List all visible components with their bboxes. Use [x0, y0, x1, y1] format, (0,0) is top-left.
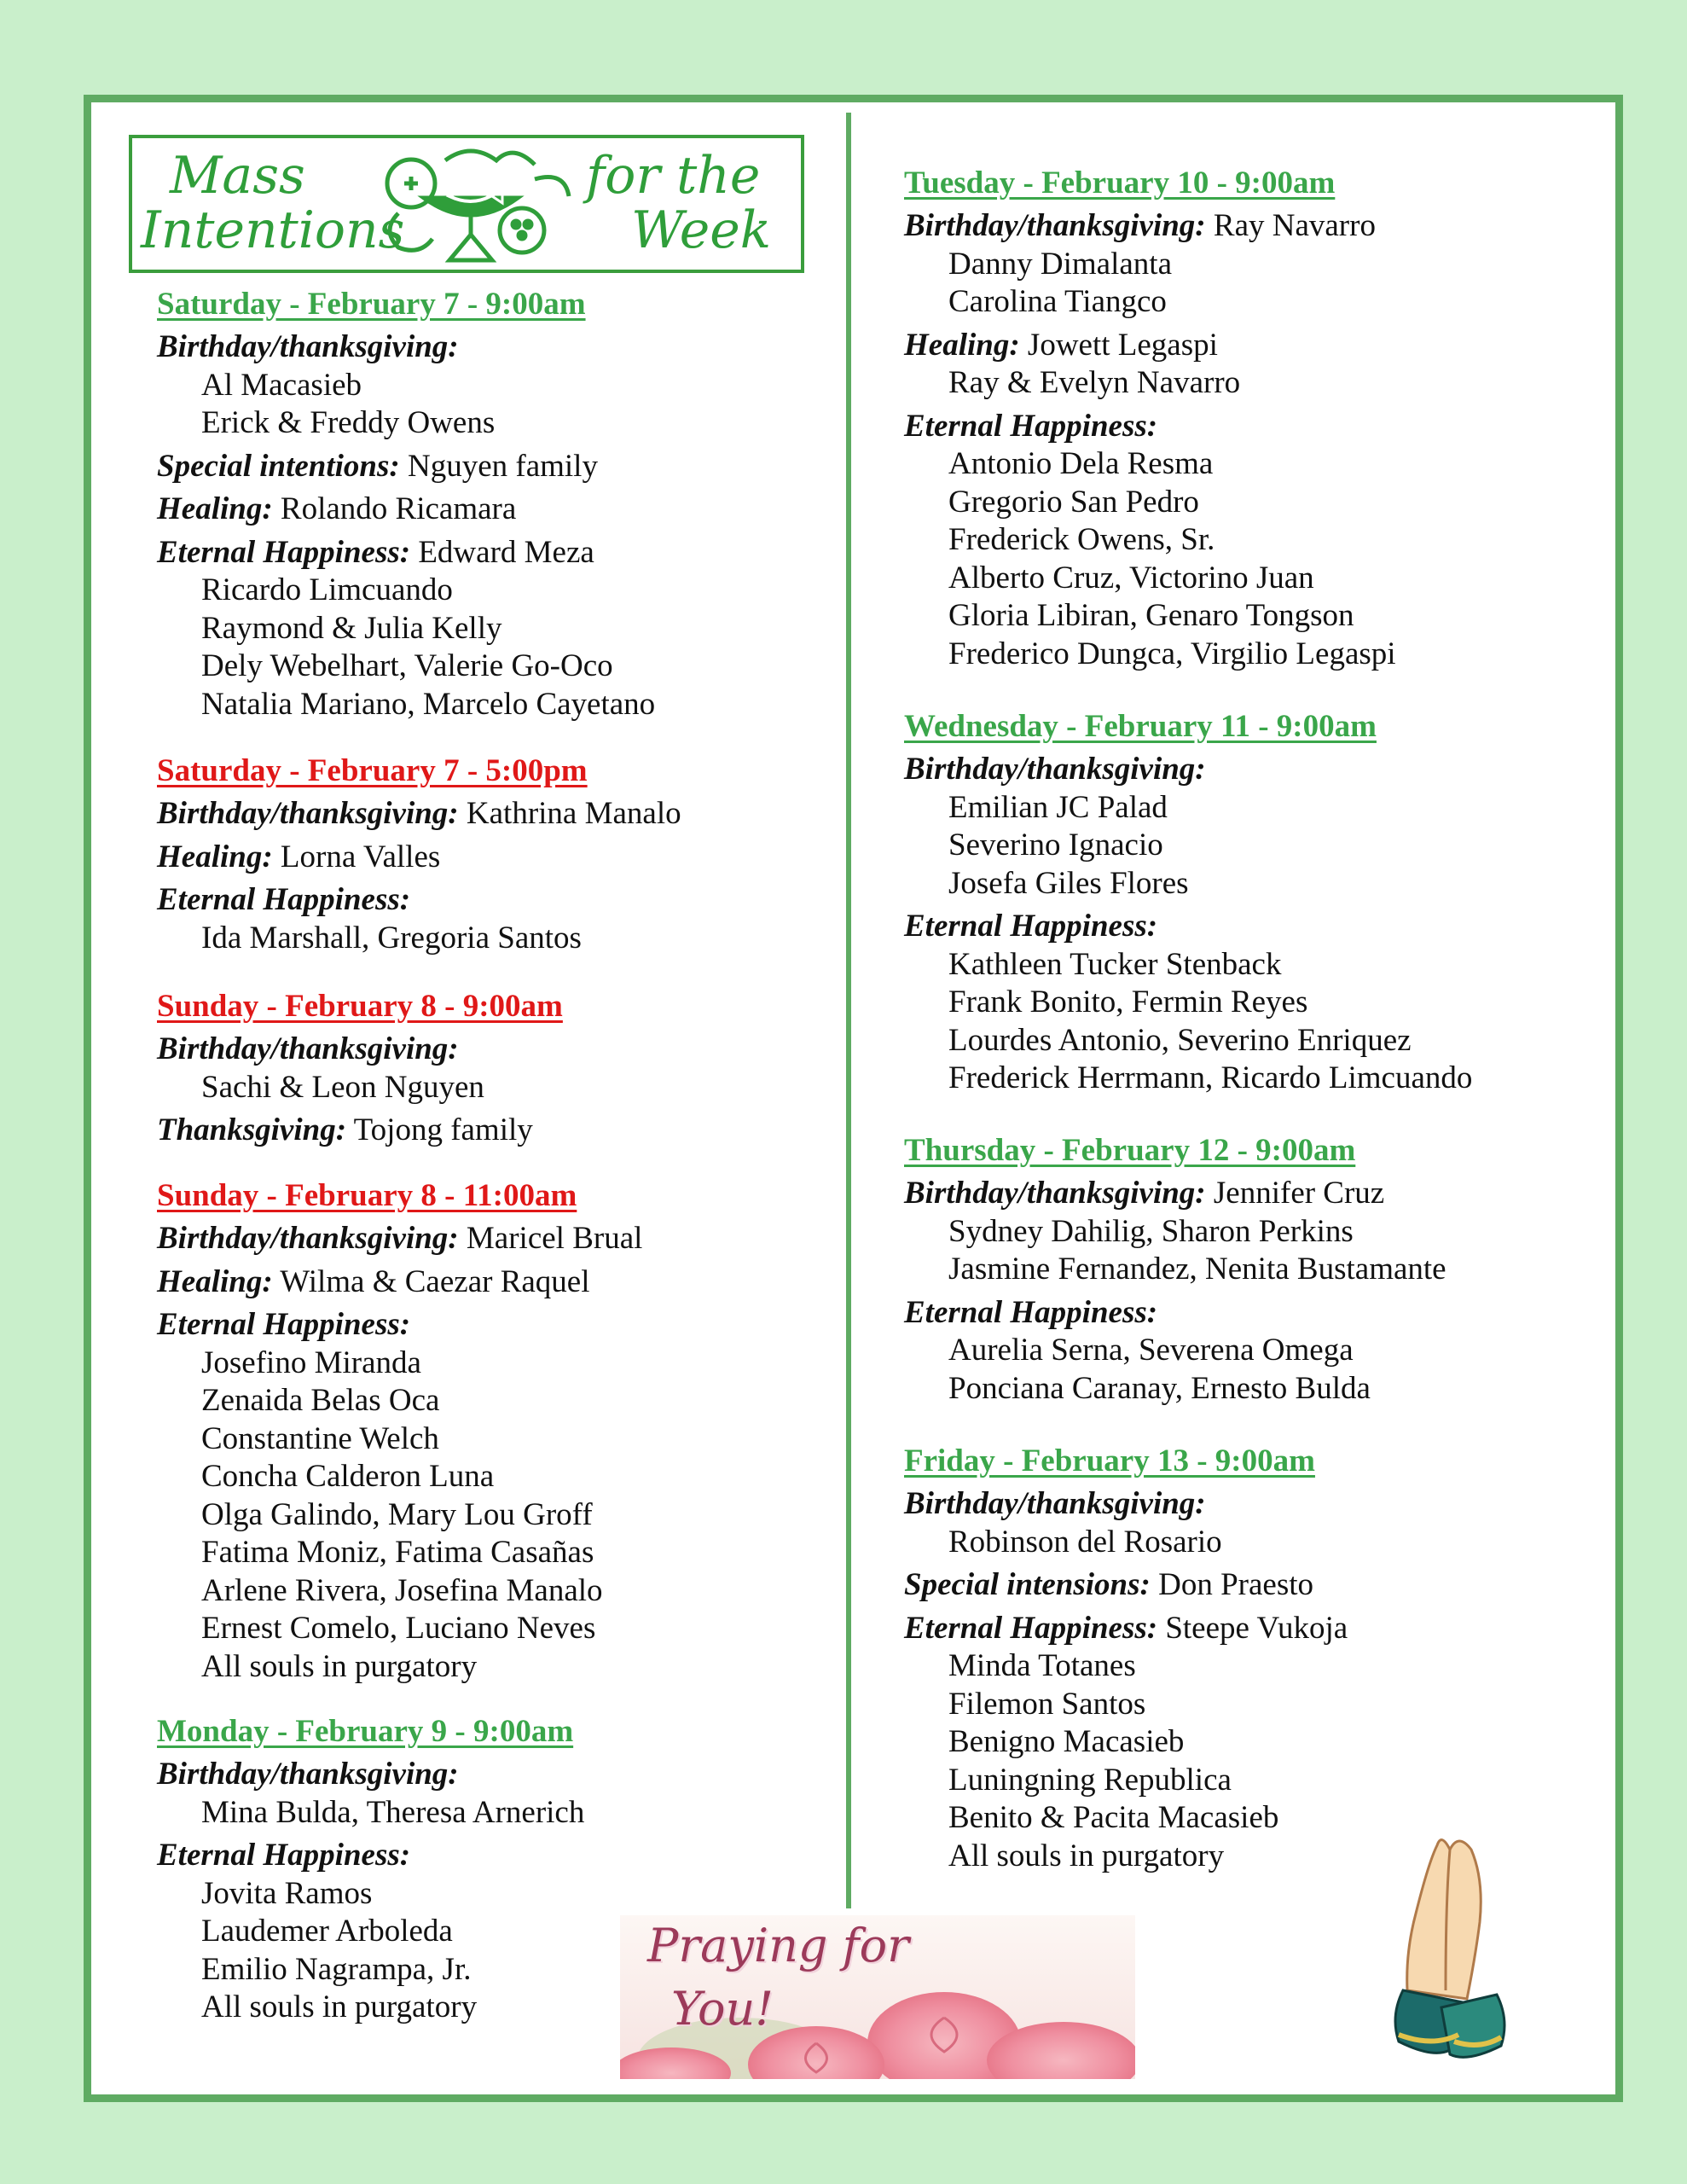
intention-name: Don Praesto [1158, 1567, 1314, 1602]
mass-block-sunday-3 [157, 988, 563, 1150]
intention-name: Ray Navarro [1213, 208, 1376, 243]
intention-name: Laudemer Arboleda [201, 1914, 453, 1949]
intention-name: Maricel Brual [466, 1221, 643, 1256]
intention-name: Frank Bonito, Fermin Reyes [948, 985, 1308, 1019]
intention-label: Healing: [904, 327, 1020, 363]
intention-line-healing [904, 327, 1396, 365]
mass-block-friday-4 [904, 1443, 1348, 1875]
intention-label: Birthday/thanksgiving: [157, 1031, 459, 1066]
intention-name: Jasmine Fernandez, Nenita Bustamante [948, 1252, 1446, 1287]
intention-name: Kathrina Manalo [466, 796, 681, 831]
intention-label: Birthday/thanksgiving: [904, 1176, 1206, 1211]
banner-word-for-the: for the [586, 146, 761, 206]
intention-line-eternal-happiness [904, 1610, 1348, 1648]
intention-line-eternal-happiness [904, 908, 1472, 946]
intention-label: Special intentions: [157, 448, 400, 484]
praying-hands-icon [1377, 1837, 1522, 2059]
intention-line-birthday-thanksgiving [904, 751, 1472, 789]
intention-name: Erick & Freddy Owens [201, 405, 496, 440]
intention-name: Antonio Dela Resma [948, 446, 1214, 481]
praying-for-you-image [620, 1915, 1135, 2079]
intention-name: Lorna Valles [280, 839, 441, 874]
intention-name: Al Macasieb [201, 367, 362, 403]
intention-line-eternal-happiness [157, 881, 681, 920]
intention-name: Jowett Legaspi [1027, 327, 1218, 363]
intention-label: Eternal Happiness: [157, 882, 411, 917]
intention-name: Arlene Rivera, Josefina Manalo [201, 1572, 603, 1608]
intention-label: Special intensions: [904, 1567, 1151, 1602]
intention-name: Kathleen Tucker Stenback [948, 946, 1282, 982]
intention-name: Danny Dimalanta [948, 246, 1172, 282]
mass-block-tuesday-1 [904, 165, 1396, 673]
intention-name: Benigno Macasieb [948, 1724, 1185, 1759]
intention-name: Dely Webelhart, Valerie Go-Oco [201, 648, 613, 683]
intention-label: Eternal Happiness: [904, 1610, 1158, 1646]
intention-name: Aurelia Serna, Severena Omega [948, 1333, 1354, 1368]
mass-block-thursday-3 [904, 1132, 1446, 1408]
mass-header: Wednesday - February 11 - 9:00am [904, 709, 1377, 744]
intention-line-special-intensions [904, 1566, 1348, 1605]
intention-label: Eternal Happiness: [157, 534, 411, 570]
intention-line-birthday-thanksgiving [157, 1031, 563, 1069]
intention-label: Birthday/thanksgiving: [904, 752, 1206, 787]
intention-label: Thanksgiving: [157, 1112, 347, 1147]
intention-name: Edward Meza [418, 534, 594, 570]
intention-name: Zenaida Belas Oca [201, 1383, 440, 1418]
intention-name: Emilian JC Palad [948, 789, 1168, 825]
intention-name: Rolando Ricamara [280, 491, 517, 526]
column-divider [846, 113, 851, 1908]
intention-name: Minda Totanes [948, 1648, 1136, 1683]
mass-block-saturday-2 [157, 752, 681, 957]
intention-label: Eternal Happiness: [904, 408, 1158, 444]
intention-name: All souls in purgatory [201, 1648, 478, 1684]
intention-name: Jovita Ramos [201, 1875, 373, 1911]
intention-line-eternal-happiness [157, 1306, 642, 1345]
mass-header: Sunday - February 8 - 11:00am [157, 1178, 577, 1213]
intention-name: Josefino Miranda [201, 1345, 421, 1380]
intention-name: Steepe Vukoja [1165, 1610, 1348, 1646]
intention-label: Eternal Happiness: [157, 1838, 411, 1873]
intention-line-healing [157, 1263, 642, 1302]
intention-name: Josefa Giles Flores [948, 865, 1189, 901]
intention-line-eternal-happiness [904, 1294, 1446, 1333]
intention-label: Birthday/thanksgiving: [157, 1221, 459, 1256]
mass-block-monday-5 [157, 1713, 584, 2027]
intention-line-special-intentions [157, 448, 655, 486]
intention-name: Fatima Moniz, Fatima Casañas [201, 1535, 594, 1570]
intention-label: Birthday/thanksgiving: [904, 1486, 1206, 1521]
intention-label: Eternal Happiness: [904, 1294, 1158, 1330]
intention-name: Frederico Dungca, Virgilio Legaspi [948, 636, 1396, 671]
intention-name: Robinson del Rosario [948, 1524, 1222, 1560]
banner-word-week: Week [631, 200, 772, 260]
intention-name: Tojong family [353, 1112, 533, 1147]
intention-name: Wilma & Caezar Raquel [280, 1263, 590, 1299]
intention-name: Filemon Santos [948, 1686, 1146, 1722]
intention-name: Frederick Herrmann, Ricardo Limcuando [948, 1060, 1473, 1095]
intention-name: Sachi & Leon Nguyen [201, 1069, 484, 1105]
intention-name: Raymond & Julia Kelly [201, 610, 502, 646]
intention-line-birthday-thanksgiving [904, 1485, 1348, 1524]
intention-name: Luningning Republica [948, 1762, 1232, 1798]
intention-name: Ida Marshall, Gregoria Santos [201, 920, 582, 956]
intention-label: Eternal Happiness: [157, 1307, 411, 1342]
intention-name: Mina Bulda, Theresa Arnerich [201, 1794, 585, 1830]
mass-header: Saturday - February 7 - 9:00am [157, 287, 586, 322]
praying-text-line2: You! [671, 1982, 774, 2036]
intention-label: Birthday/thanksgiving: [157, 329, 459, 364]
intention-name: Ray & Evelyn Navarro [948, 365, 1241, 400]
intention-name: Constantine Welch [201, 1420, 439, 1456]
intention-name: Carolina Tiangco [948, 284, 1167, 319]
intention-label: Birthday/thanksgiving: [904, 208, 1206, 243]
intention-line-birthday-thanksgiving [157, 795, 681, 834]
intention-name: Jennifer Cruz [1213, 1176, 1385, 1211]
intention-line-healing [157, 491, 655, 529]
intention-line-birthday-thanksgiving [157, 1220, 642, 1258]
intention-name: Sydney Dahilig, Sharon Perkins [948, 1213, 1354, 1249]
intention-line-birthday-thanksgiving [157, 1756, 584, 1794]
intention-name: Gregorio San Pedro [948, 484, 1199, 520]
intention-name: Concha Calderon Luna [201, 1459, 495, 1494]
mass-header: Sunday - February 8 - 9:00am [157, 989, 563, 1024]
mass-header: Tuesday - February 10 - 9:00am [904, 166, 1336, 200]
intention-name: Nguyen family [407, 448, 598, 484]
mass-header: Saturday - February 7 - 5:00pm [157, 753, 588, 788]
intention-name: Alberto Cruz, Victorino Juan [948, 560, 1314, 595]
intention-line-eternal-happiness [904, 408, 1396, 446]
intention-label: Healing: [157, 1263, 273, 1299]
mass-header: Thursday - February 12 - 9:00am [904, 1133, 1356, 1168]
intention-name: All souls in purgatory [948, 1838, 1225, 1873]
mass-header: Monday - February 9 - 9:00am [157, 1714, 574, 1749]
intention-name: Frederick Owens, Sr. [948, 522, 1215, 557]
mass-block-saturday-1 [157, 286, 655, 723]
intention-line-birthday-thanksgiving [904, 1175, 1446, 1213]
intention-name: Lourdes Antonio, Severino Enriquez [948, 1022, 1412, 1058]
intention-line-healing [157, 839, 681, 877]
intention-label: Birthday/thanksgiving: [157, 796, 459, 831]
intention-name: All souls in purgatory [201, 1989, 478, 2024]
intention-line-eternal-happiness [157, 534, 655, 572]
intention-name: Ricardo Limcuando [201, 572, 453, 607]
intention-line-thanksgiving [157, 1112, 563, 1150]
intention-name: Emilio Nagrampa, Jr. [201, 1951, 472, 1987]
intention-label: Eternal Happiness: [904, 909, 1158, 944]
intention-line-eternal-happiness [157, 1837, 584, 1875]
intention-label: Birthday/thanksgiving: [157, 1757, 459, 1792]
banner-word-intentions: Intentions [141, 200, 405, 260]
intention-name: Benito & Pacita Macasieb [948, 1800, 1279, 1835]
intention-label: Healing: [157, 839, 273, 874]
chalice-host-icon [364, 145, 577, 269]
intention-name: Natalia Mariano, Marcelo Cayetano [201, 686, 656, 722]
intention-label: Healing: [157, 491, 273, 526]
praying-text-line1: Praying for [647, 1919, 909, 1972]
mass-header: Friday - February 13 - 9:00am [904, 1443, 1315, 1478]
intention-line-birthday-thanksgiving [904, 207, 1396, 246]
banner-word-mass: Mass [170, 146, 305, 206]
intention-name: Ernest Comelo, Luciano Neves [201, 1611, 596, 1646]
intention-name: Gloria Libiran, Genaro Tongson [948, 598, 1354, 633]
intention-line-birthday-thanksgiving [157, 328, 655, 367]
mass-block-sunday-4 [157, 1177, 642, 1686]
intention-name: Ponciana Caranay, Ernesto Bulda [948, 1370, 1371, 1406]
mass-intentions-banner [129, 135, 804, 273]
intention-name: Olga Galindo, Mary Lou Groff [201, 1496, 593, 1532]
intention-name: Severino Ignacio [948, 828, 1163, 863]
bulletin-frame [84, 95, 1623, 2102]
mass-block-wednesday-2 [904, 708, 1472, 1098]
